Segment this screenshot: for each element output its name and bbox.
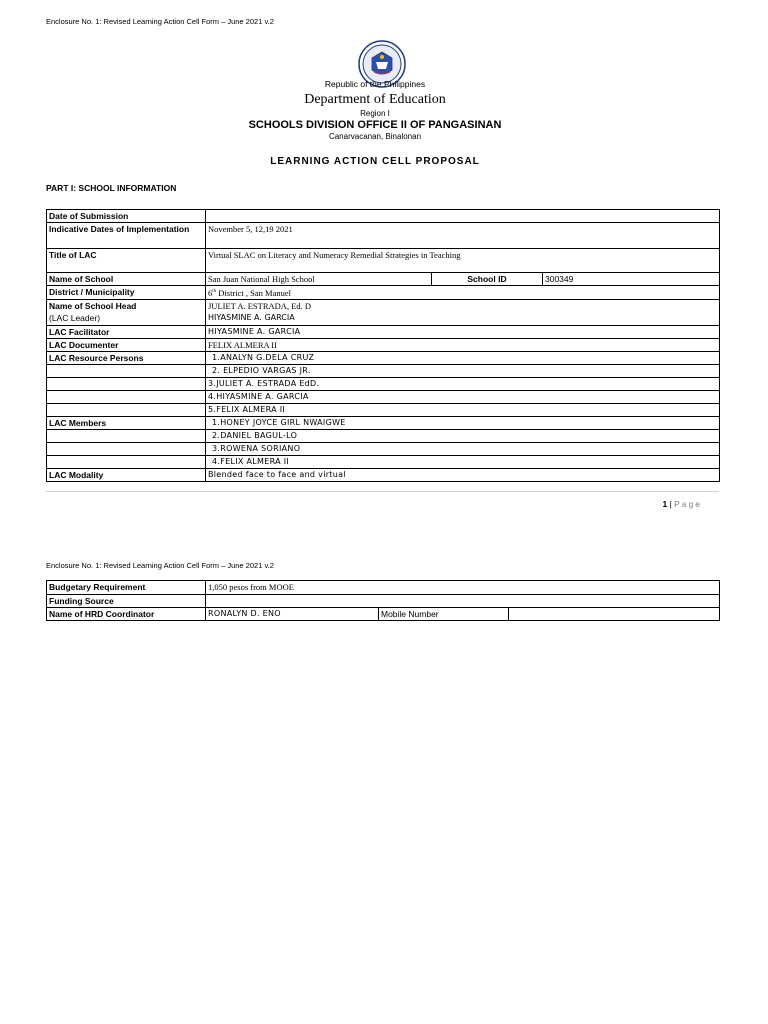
table-row	[47, 608, 720, 621]
table-row	[47, 364, 720, 377]
school-id-label: School ID	[432, 273, 543, 286]
mobile-number-label: Mobile Number	[379, 608, 509, 621]
table-row	[47, 581, 720, 595]
hrd-coordinator-label: Name of HRD Coordinator	[47, 608, 206, 621]
district-number: 6	[208, 287, 213, 298]
page-separator: |	[667, 499, 675, 509]
table-row	[47, 429, 720, 442]
school-name-value: San Juan National High School	[206, 273, 432, 286]
school-head-label-main: Name of School Head	[49, 300, 137, 311]
resource-person: 2. ELPEDIO VARGAS JR.	[206, 364, 720, 377]
table-row	[47, 210, 720, 223]
member: 3.ROWENA SORIANO	[206, 442, 720, 455]
funding-label: Funding Source	[47, 595, 206, 608]
budget-value: 1,050 pesos from MOOE	[206, 581, 720, 595]
page-number-value: 1	[662, 499, 668, 509]
mobile-number-value	[509, 608, 720, 621]
date-submission-value	[206, 210, 720, 223]
member: 2.DANIEL BAGUL-LO	[206, 429, 720, 442]
table-row	[47, 468, 720, 481]
lac-title-value: Virtual SLAC on Literacy and Numeracy Remedial Strategies in Teaching	[206, 249, 720, 273]
documenter-label: LAC Documenter	[47, 338, 206, 351]
table-row	[47, 403, 720, 416]
division-address: Canarvacanan, Binalonan	[328, 132, 422, 141]
member: 4.FELIX ALMERA II	[206, 455, 720, 468]
resource-persons-label: LAC Resource Persons	[47, 351, 206, 364]
facilitator-label: LAC Facilitator	[47, 325, 206, 338]
enclosure-header: Enclosure No. 1: Revised Learning Action Cell Form – June 2021 v.2	[46, 17, 274, 26]
footer-divider	[46, 491, 719, 492]
empty-label-cell	[47, 403, 206, 416]
school-head-label-sub: (LAC Leader)	[49, 312, 101, 323]
document-title: LEARNING ACTION CELL PROPOSAL	[270, 156, 480, 167]
lac-title-label: Title of LAC	[47, 249, 206, 273]
republic-text: Republic of the Philippines	[324, 79, 426, 89]
table-row	[47, 595, 720, 608]
empty-label-cell	[47, 429, 206, 442]
budget-table	[46, 580, 720, 621]
table-row	[47, 455, 720, 468]
division-title: SCHOOLS DIVISION OFFICE II OF PANGASINAN	[248, 119, 502, 131]
empty-label-cell	[47, 364, 206, 377]
budget-label: Budgetary Requirement	[47, 581, 206, 595]
table-row	[47, 273, 720, 286]
members-label: LAC Members	[47, 416, 206, 429]
school-head-value	[206, 299, 720, 325]
empty-label-cell	[47, 442, 206, 455]
table-row	[47, 223, 720, 249]
table-row	[47, 286, 720, 300]
empty-label-cell	[47, 390, 206, 403]
page-number	[662, 499, 702, 509]
region-text: Region I	[360, 109, 390, 118]
table-row	[47, 390, 720, 403]
modality-value: Blended face to face and virtual	[206, 468, 720, 481]
modality-label: LAC Modality	[47, 468, 206, 481]
resource-person: 1.ANALYN G.DELA CRUZ	[206, 351, 720, 364]
table-row	[47, 325, 720, 338]
table-row	[47, 299, 720, 325]
hrd-coordinator-value: RONALYN D. ENO	[206, 608, 379, 621]
table-row	[47, 249, 720, 273]
part1-heading: PART I: SCHOOL INFORMATION	[46, 183, 177, 193]
district-suffix: th	[212, 289, 217, 294]
district-value	[206, 286, 720, 300]
facilitator-value: HIYASMINE A. GARCIA	[206, 325, 720, 338]
lac-leader-name: HIYASMINE A. GARCIA	[208, 312, 295, 322]
school-head-name: JULIET A. ESTRADA, Ed. D	[208, 300, 312, 311]
page-word: Page	[674, 499, 702, 509]
school-information-table	[46, 209, 720, 482]
resource-person: 3.JULIET A. ESTRADA EdD.	[206, 377, 720, 390]
indicative-dates-label: Indicative Dates of Implementation	[47, 223, 206, 249]
school-head-label	[47, 299, 206, 325]
table-row	[47, 377, 720, 390]
funding-value	[206, 595, 720, 608]
enclosure-header: Enclosure No. 1: Revised Learning Action Cell Form – June 2021 v.2	[46, 561, 274, 570]
member: 1.HONEY JOYCE GIRL NWAIGWE	[206, 416, 720, 429]
date-submission-label: Date of Submission	[47, 210, 206, 223]
resource-person: 5.FELIX ALMERA II	[206, 403, 720, 416]
district-label: District / Municipality	[47, 286, 206, 300]
table-row	[47, 351, 720, 364]
empty-label-cell	[47, 455, 206, 468]
empty-label-cell	[47, 377, 206, 390]
district-text: District , San Manuel	[216, 287, 291, 298]
school-id-value: 300349	[543, 273, 720, 286]
resource-person: 4.HIYASMINE A. GARCIA	[206, 390, 720, 403]
department-title: Department of Education	[304, 92, 446, 107]
indicative-dates-value: November 5, 12,19 2021	[206, 223, 720, 249]
school-name-label: Name of School	[47, 273, 206, 286]
table-row	[47, 338, 720, 351]
table-row	[47, 442, 720, 455]
table-row	[47, 416, 720, 429]
documenter-value: FELIX ALMERA II	[206, 338, 720, 351]
